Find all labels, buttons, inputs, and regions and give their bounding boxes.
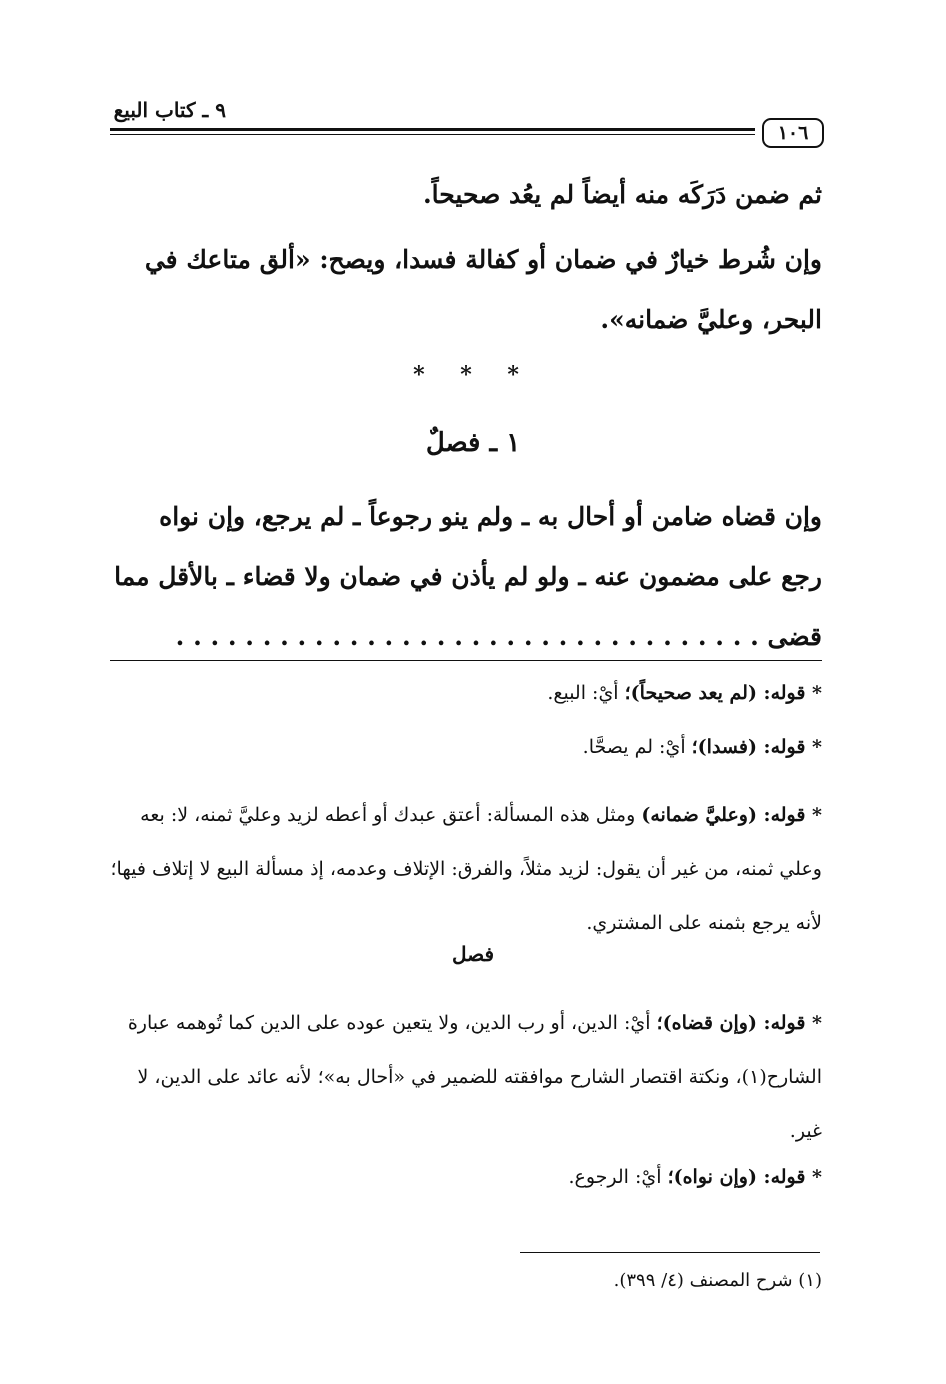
commentary-note-3 — [110, 788, 822, 950]
footnote: (١) شرح المصنف (٤/ ٣٩٩). — [613, 1270, 822, 1291]
main-paragraph-3 — [110, 487, 822, 667]
note-lead: * قوله: (فسدا)؛ — [691, 736, 822, 758]
commentary-note-4 — [110, 996, 822, 1158]
note-lead: * قوله: (وإن قضاه)؛ — [656, 1012, 822, 1034]
leader-dots: . . . . . . . . . . . . . . . . . . . . . . . . . . . . . . . . . . — [175, 622, 768, 651]
commentary-note-2 — [110, 730, 822, 765]
main-paragraph-3-text: وإن قضاه ضامن أو أحال به ـ ولم ينو رجوعاً ـ لم يرجع، وإن نواه رجع على مضمون عنه ـ ولو لم يأذن في ضمان ولا قضاء ـ بالأقل مما قضى — [114, 502, 822, 651]
main-paragraph-2: وإن شُرط خيارٌ في ضمان أو كفالة فسدا، ويصح: «ألق متاعك في البحر، وعليَّ ضمانه». — [144, 245, 822, 334]
page-number: ١٠٦ — [762, 118, 824, 148]
note-text: ومثل هذه المسألة: أعتق عبدك أو أعطه لزيد وعليَّ ثمنه، لا: بعه وعلي ثمنه، من غير أن يقول: لزيد مثلاً، والفرق: الإتلاف وعدمه، إذ مسألة البيع لا إتلاف فيها؛ لأنه يرجع بثمنه على المشتري. — [110, 804, 822, 934]
footnote-rule — [520, 1252, 820, 1253]
note-text: أيْ: البيع. — [547, 682, 625, 704]
header-rule-thin — [110, 134, 755, 135]
note-text: أيْ: الرجوع. — [568, 1166, 668, 1188]
section-separator-stars: * * * — [413, 362, 533, 388]
running-header-title: ٩ ـ كتاب البيع — [113, 98, 226, 122]
main-paragraph-1: ثم ضمن دَرَكَه منه أيضاً لم يعُد صحيحاً. — [422, 180, 822, 209]
section-heading: ١ ـ فصلٌ — [425, 428, 521, 458]
note-text: أيْ: لم يصحَّا. — [582, 736, 692, 758]
text-commentary-divider — [110, 660, 822, 661]
header-rule-thick — [110, 128, 755, 131]
note-lead: * قوله: (وإن نواه)؛ — [667, 1166, 822, 1188]
commentary-note-5 — [110, 1160, 822, 1195]
commentary-subheading: فصل — [451, 942, 495, 966]
note-lead: * قوله: (لم يعد صحيحاً)؛ — [624, 682, 822, 704]
note-text: أيْ: الدين، أو رب الدين، ولا يتعين عوده على الدين كما تُوهمه عبارة الشارح(١)، ونكتة اقتصار الشارح موافقته للضمير في «أحال به»؛ لأنه عائد على الدين، لا غير. — [127, 1012, 822, 1142]
note-lead: * قوله: (وعليَّ ضمانه) — [641, 804, 822, 826]
commentary-note-1 — [110, 676, 822, 711]
